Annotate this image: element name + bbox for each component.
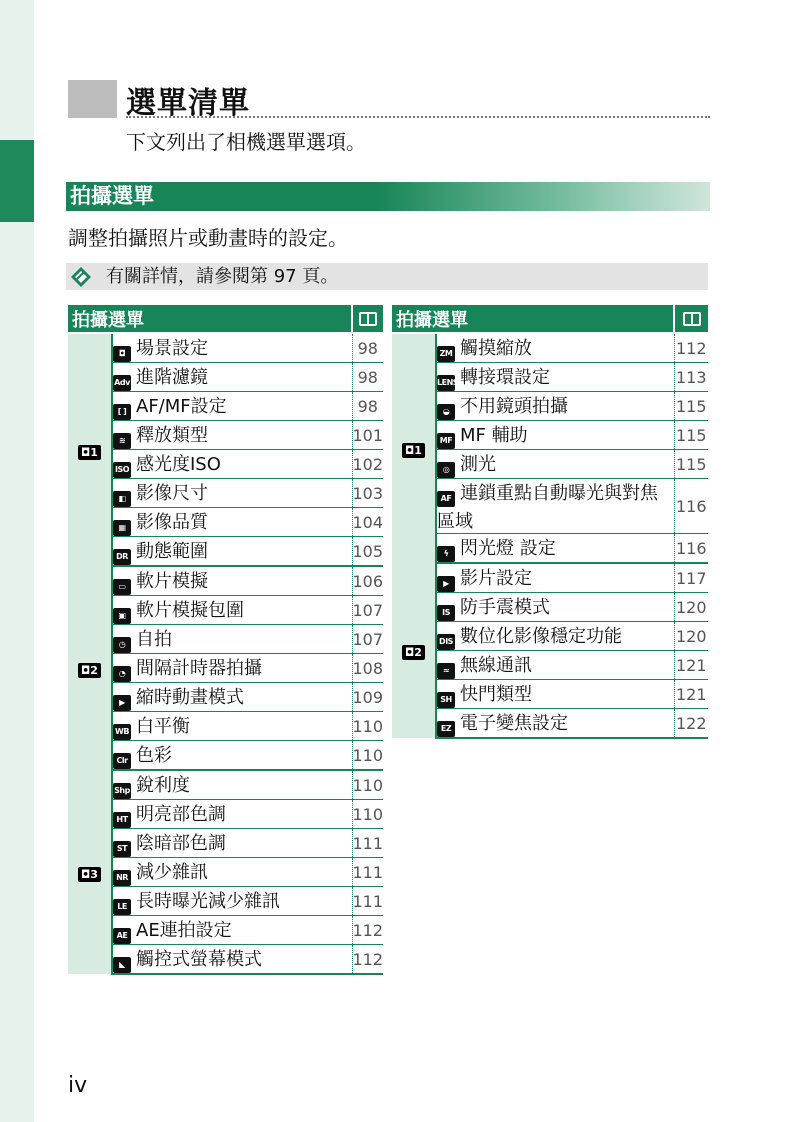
group-label: 2 (90, 663, 98, 677)
page-ref: 107 (352, 596, 383, 625)
table-row (68, 625, 383, 654)
menu-item-label: 影像品質 (136, 512, 208, 533)
page-ref: 111 (352, 887, 383, 916)
page-ref: 110 (352, 770, 383, 800)
menu-table-right (392, 305, 708, 739)
menu-item-cell (112, 508, 352, 537)
menu-item-label: 電子變焦設定 (460, 713, 568, 734)
section-title: 拍攝選單 (70, 184, 154, 208)
group-label: 1 (414, 444, 422, 457)
menu-item-label: 轉接環設定 (460, 367, 550, 388)
menu-item-cell (112, 887, 352, 916)
lens-adapter-icon: LENS (437, 375, 455, 391)
page-ref: 120 (674, 622, 708, 651)
page-ref: 115 (674, 450, 708, 479)
table-row (392, 421, 708, 450)
menu-table-left (68, 305, 383, 975)
menu-item-label: 數位化影像穩定功能 (460, 626, 622, 647)
table-row (68, 537, 383, 567)
menu-group-cell (68, 770, 112, 974)
menu-item-cell (112, 392, 352, 421)
page-title: 選單清單 (126, 86, 250, 121)
menu-item-label: 色彩 (136, 745, 172, 766)
table-row (68, 566, 383, 596)
table-row (68, 945, 383, 975)
table-row (68, 741, 383, 771)
menu-item-label: 自拍 (136, 629, 172, 650)
page-ref: 115 (674, 392, 708, 421)
page-ref: 102 (352, 450, 383, 479)
page-ref: 117 (674, 563, 708, 593)
table-row (392, 450, 708, 479)
menu-item-cell (436, 392, 674, 421)
menu-item-cell (112, 712, 352, 741)
page-ref-header (352, 305, 383, 333)
page-ref: 115 (674, 421, 708, 450)
table-row (68, 683, 383, 712)
table-row (392, 709, 708, 739)
timelapse-icon: ▶ (113, 695, 131, 711)
table-row (68, 363, 383, 392)
color-icon: Clr (113, 753, 131, 769)
group-label: 3 (90, 867, 98, 881)
menu-item-cell (112, 625, 352, 654)
camera-group-icon: ◘3 (78, 867, 101, 882)
menu-item-cell (436, 680, 674, 709)
note-text: 有關詳情，請參閱第 97 頁。 (106, 266, 339, 287)
page-ref: 120 (674, 593, 708, 622)
menu-item-cell (112, 333, 352, 363)
film-sim-icon: ▭ (113, 579, 131, 595)
page-ref: 111 (352, 829, 383, 858)
table-row (392, 680, 708, 709)
adv-filter-icon: Adv (113, 375, 131, 391)
scene-icon: ◘ (113, 346, 131, 362)
sharpness-icon: Shp (113, 783, 131, 799)
digital-is-icon: DIS (437, 634, 455, 650)
camera-group-icon: ◘1 (402, 443, 425, 458)
page-ref-header (674, 305, 708, 333)
table-row (68, 800, 383, 829)
page-ref: 112 (352, 916, 383, 945)
menu-item-cell (112, 596, 352, 625)
menu-item-cell (112, 654, 352, 683)
menu-item-cell (436, 534, 674, 564)
movie-icon: ▶ (437, 576, 455, 592)
image-quality-icon: ▦ (113, 520, 131, 536)
table-row (392, 363, 708, 392)
table-row (392, 651, 708, 680)
menu-item-cell (436, 709, 674, 739)
page-ref: 111 (352, 858, 383, 887)
table-row (68, 887, 383, 916)
page-ref: 110 (352, 741, 383, 771)
page-ref: 98 (352, 333, 383, 363)
menu-item-cell (112, 858, 352, 887)
menu-item-label: 減少雜訊 (136, 862, 208, 883)
menu-item-label: 影像尺寸 (136, 483, 208, 504)
menu-item-cell (112, 770, 352, 800)
page-ref: 108 (352, 654, 383, 683)
menu-item-cell (112, 537, 352, 567)
table-row (68, 450, 383, 479)
table-header: 拍攝選單 (392, 305, 674, 333)
table-row (392, 534, 708, 564)
menu-item-cell (112, 829, 352, 858)
menu-item-label: 明亮部色調 (136, 804, 226, 825)
menu-group-cell (392, 333, 436, 563)
camera-group-icon: ◘2 (78, 663, 101, 678)
menu-item-cell (436, 651, 674, 680)
mf-assist-icon: MF (437, 433, 455, 449)
menu-item-label: 長時曝光減少雜訊 (136, 891, 280, 912)
menu-item-cell (436, 333, 674, 363)
menu-item-cell (112, 683, 352, 712)
table-row (68, 392, 383, 421)
menu-item-cell (436, 563, 674, 593)
table-row (68, 829, 383, 858)
menu-item-label: 進階濾鏡 (136, 367, 208, 388)
menu-item-cell (112, 566, 352, 596)
menu-item-label: MF 輔助 (460, 425, 528, 446)
page-intro: 下文列出了相機選單選項。 (126, 130, 366, 154)
book-icon (683, 312, 701, 326)
table-row (68, 916, 383, 945)
film-bracket-icon: ▣ (113, 608, 131, 624)
table-row (68, 858, 383, 887)
camera-group-icon: ◘1 (78, 445, 101, 460)
page-number: iv (68, 1073, 88, 1098)
af-mf-icon: [ ] (113, 404, 131, 420)
table-row (392, 333, 708, 363)
menu-item-cell (112, 479, 352, 508)
ae-bracket-icon: AE (113, 928, 131, 944)
touch-mode-icon: ◣ (113, 957, 131, 973)
table-row (392, 622, 708, 651)
page-ref: 121 (674, 651, 708, 680)
page-ref: 98 (352, 392, 383, 421)
table-row (68, 712, 383, 741)
ae-af-lock-icon: AF (437, 491, 455, 507)
page-ref: 112 (674, 333, 708, 363)
e-zoom-icon: EZ (437, 721, 455, 737)
page-ref: 121 (674, 680, 708, 709)
interval-icon: ◔ (113, 666, 131, 682)
flash-icon: ϟ (437, 546, 455, 562)
page-ref: 116 (674, 479, 708, 534)
wireless-icon: ≈ (437, 663, 455, 679)
menu-item-label: 縮時動畫模式 (136, 687, 244, 708)
menu-item-label: 連鎖重點自動曝光與對焦區域 (437, 483, 658, 532)
chapter-tab (0, 140, 34, 222)
menu-group-cell (68, 566, 112, 770)
page-ref: 110 (352, 800, 383, 829)
section-description: 調整拍攝照片或動畫時的設定。 (68, 226, 348, 250)
touch-zoom-icon: ZM (437, 346, 455, 362)
table-row (68, 508, 383, 537)
image-size-icon: ◧ (113, 491, 131, 507)
page-ref: 105 (352, 537, 383, 567)
page-ref: 104 (352, 508, 383, 537)
title-block (68, 80, 117, 118)
menu-item-cell (112, 800, 352, 829)
menu-item-label: 銳利度 (136, 775, 190, 796)
highlight-tone-icon: HT (113, 812, 131, 828)
menu-item-label: 觸控式螢幕模式 (136, 949, 262, 970)
menu-item-label: 不用鏡頭拍攝 (460, 396, 568, 417)
table-row (68, 333, 383, 363)
nr-icon: NR (113, 870, 131, 886)
iso-icon: ISO (113, 462, 131, 478)
shadow-tone-icon: ST (113, 841, 131, 857)
note-icon (70, 266, 92, 288)
menu-item-label: 防手震模式 (460, 597, 550, 618)
no-lens-icon: ◒ (437, 404, 455, 420)
menu-item-label: 測光 (460, 454, 496, 475)
menu-item-cell (436, 450, 674, 479)
menu-item-label: 軟片模擬 (136, 571, 208, 592)
menu-item-label: 無線通訊 (460, 655, 532, 676)
menu-item-cell (436, 479, 674, 534)
page-ref: 107 (352, 625, 383, 654)
title-divider (126, 116, 710, 118)
menu-item-label: 陰暗部色調 (136, 833, 226, 854)
release-type-icon: ≋ (113, 433, 131, 449)
menu-item-label: 閃光燈 設定 (460, 538, 556, 559)
menu-item-cell (112, 916, 352, 945)
table-row (68, 421, 383, 450)
page-ref: 101 (352, 421, 383, 450)
menu-item-cell (112, 741, 352, 771)
menu-item-cell (436, 363, 674, 392)
table-row (392, 392, 708, 421)
menu-item-label: 動態範圍 (136, 541, 208, 562)
book-icon (359, 312, 377, 326)
menu-group-cell (392, 563, 436, 738)
long-exposure-nr-icon: LE (113, 899, 131, 915)
table-row (68, 770, 383, 800)
table-row (68, 654, 383, 683)
menu-item-label: AE連拍設定 (136, 920, 232, 941)
menu-item-label: 軟片模擬包圍 (136, 600, 244, 621)
menu-item-label: 場景設定 (136, 338, 208, 359)
shutter-type-icon: SH (437, 692, 455, 708)
menu-item-label: 觸摸縮放 (460, 338, 532, 359)
menu-item-label: 間隔計時器拍攝 (136, 658, 262, 679)
menu-item-cell (436, 622, 674, 651)
note-bar (66, 263, 708, 290)
page-ref: 110 (352, 712, 383, 741)
menu-item-label: 影片設定 (460, 568, 532, 589)
menu-item-label: 白平衡 (136, 716, 190, 737)
table-row (392, 593, 708, 622)
menu-item-label: 快門類型 (460, 684, 532, 705)
group-label: 2 (414, 646, 422, 659)
page-ref: 106 (352, 566, 383, 596)
menu-item-cell (112, 450, 352, 479)
table-row (68, 596, 383, 625)
page-ref: 113 (674, 363, 708, 392)
menu-item-cell (436, 421, 674, 450)
page-ref: 103 (352, 479, 383, 508)
table-row (392, 563, 708, 593)
menu-item-cell (112, 945, 352, 975)
menu-item-label: 感光度ISO (136, 454, 221, 475)
metering-icon: ◎ (437, 462, 455, 478)
is-mode-icon: IS (437, 605, 455, 621)
wb-icon: WB (113, 724, 131, 740)
menu-item-label: 釋放類型 (136, 425, 208, 446)
menu-item-cell (112, 363, 352, 392)
section-header (66, 182, 710, 211)
menu-item-label: AF/MF設定 (136, 396, 227, 417)
menu-item-cell (436, 593, 674, 622)
group-label: 1 (90, 445, 98, 459)
dynamic-range-icon: DR (113, 549, 131, 565)
table-row (392, 479, 708, 534)
page-ref: 122 (674, 709, 708, 739)
menu-group-cell (68, 333, 112, 566)
table-header: 拍攝選單 (68, 305, 352, 333)
table-row (68, 479, 383, 508)
self-timer-icon: ◷ (113, 637, 131, 653)
page-ref: 112 (352, 945, 383, 975)
camera-group-icon: ◘2 (402, 645, 425, 660)
page-ref: 116 (674, 534, 708, 564)
page-ref: 98 (352, 363, 383, 392)
page-ref: 109 (352, 683, 383, 712)
menu-item-cell (112, 421, 352, 450)
